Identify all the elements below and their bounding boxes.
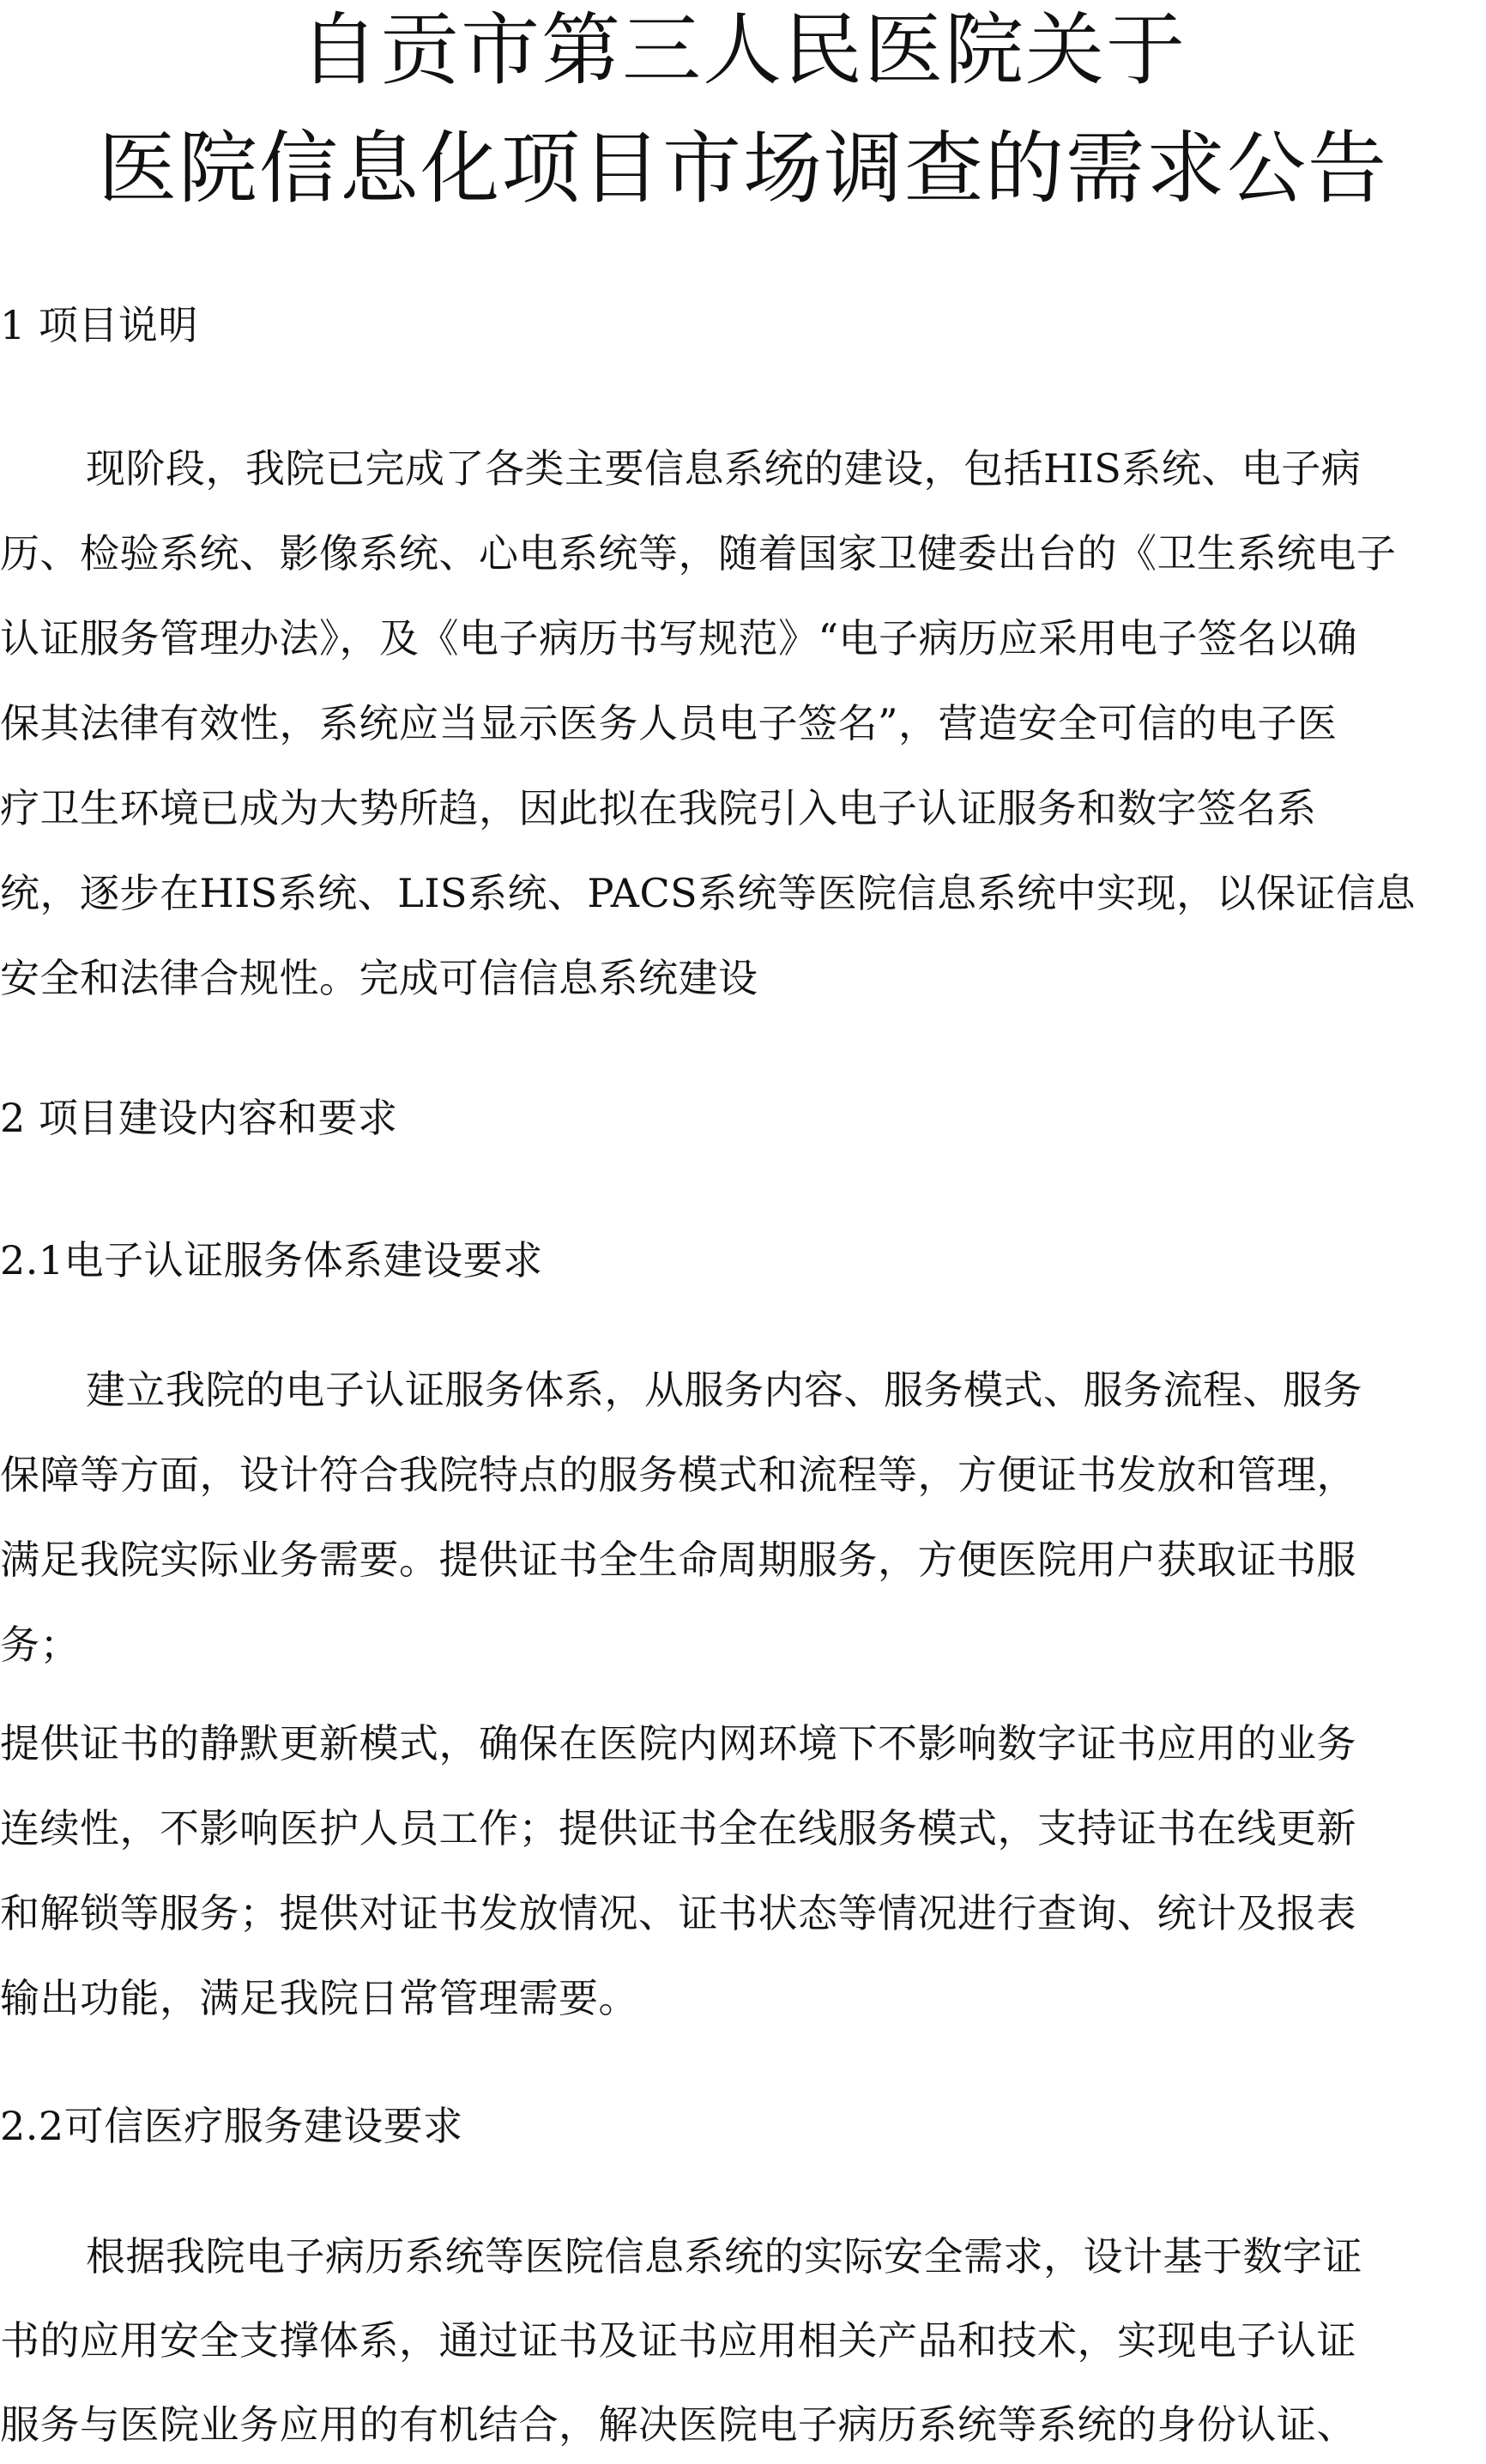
section-heading-2: 2 项目建设内容和要求: [0, 1095, 398, 1141]
paragraph-line: 提供证书的静默更新模式，确保在医院内网环境下不影响数字证书应用的业务: [0, 1720, 1356, 1766]
paragraph-line: 保障等方面，设计符合我院特点的服务模式和流程等，方便证书发放和管理，: [0, 1452, 1356, 1498]
paragraph-line: 保其法律有效性，系统应当显示医务人员电子签名”，营造安全可信的电子医: [0, 700, 1338, 746]
paragraph-line: 现阶段，我院已完成了各类主要信息系统的建设，包括HIS系统、电子病: [86, 445, 1362, 492]
paragraph-line: 安全和法律合规性。完成可信信息系统建设: [0, 955, 758, 1001]
document-title-line-1: 自贡市第三人民医院关于: [299, 4, 1187, 96]
section-heading-1: 1 项目说明: [0, 302, 198, 348]
document-title-line-2: 医院信息化项目市场调查的需求公告: [97, 123, 1388, 214]
section-heading-2-1: 2.1电子认证服务体系建设要求: [0, 1237, 543, 1283]
paragraph-line: 连续性，不影响医护人员工作；提供证书全在线服务模式，支持证书在线更新: [0, 1805, 1356, 1851]
paragraph-line: 疗卫生环境已成为大势所趋，因此拟在我院引入电子认证服务和数字签名系: [0, 785, 1317, 831]
paragraph-line: 历、检验系统、影像系统、心电系统等，随着国家卫健委出台的《卫生系统电子: [0, 530, 1397, 577]
paragraph-line: 服务与医院业务应用的有机结合，解决医院电子病历系统等系统的身份认证、: [0, 2401, 1356, 2448]
paragraph-line: 认证服务管理办法》，及《电子病历书写规范》“电子病历应采用电子签名以确: [0, 615, 1358, 661]
paragraph-line: 输出功能，满足我院日常管理需要。: [0, 1975, 638, 2021]
paragraph-line: 务；: [0, 1622, 80, 1668]
paragraph-line: 建立我院的电子认证服务体系，从服务内容、服务模式、服务流程、服务: [86, 1367, 1362, 1413]
paragraph-line: 根据我院电子病历系统等医院信息系统的实际安全需求，设计基于数字证: [86, 2233, 1362, 2280]
section-heading-2-2: 2.2可信医疗服务建设要求: [0, 2103, 463, 2149]
paragraph-line: 和解锁等服务；提供对证书发放情况、证书状态等情况进行查询、统计及报表: [0, 1890, 1356, 1936]
paragraph-line: 满足我院实际业务需要。提供证书全生命周期服务，方便医院用户获取证书服: [0, 1537, 1356, 1583]
paragraph-line: 书的应用安全支撑体系，通过证书及证书应用相关产品和技术，实现电子认证: [0, 2317, 1356, 2364]
paragraph-line: 统，逐步在HIS系统、LIS系统、PACS系统等医院信息系统中实现，以保证信息: [0, 870, 1417, 916]
